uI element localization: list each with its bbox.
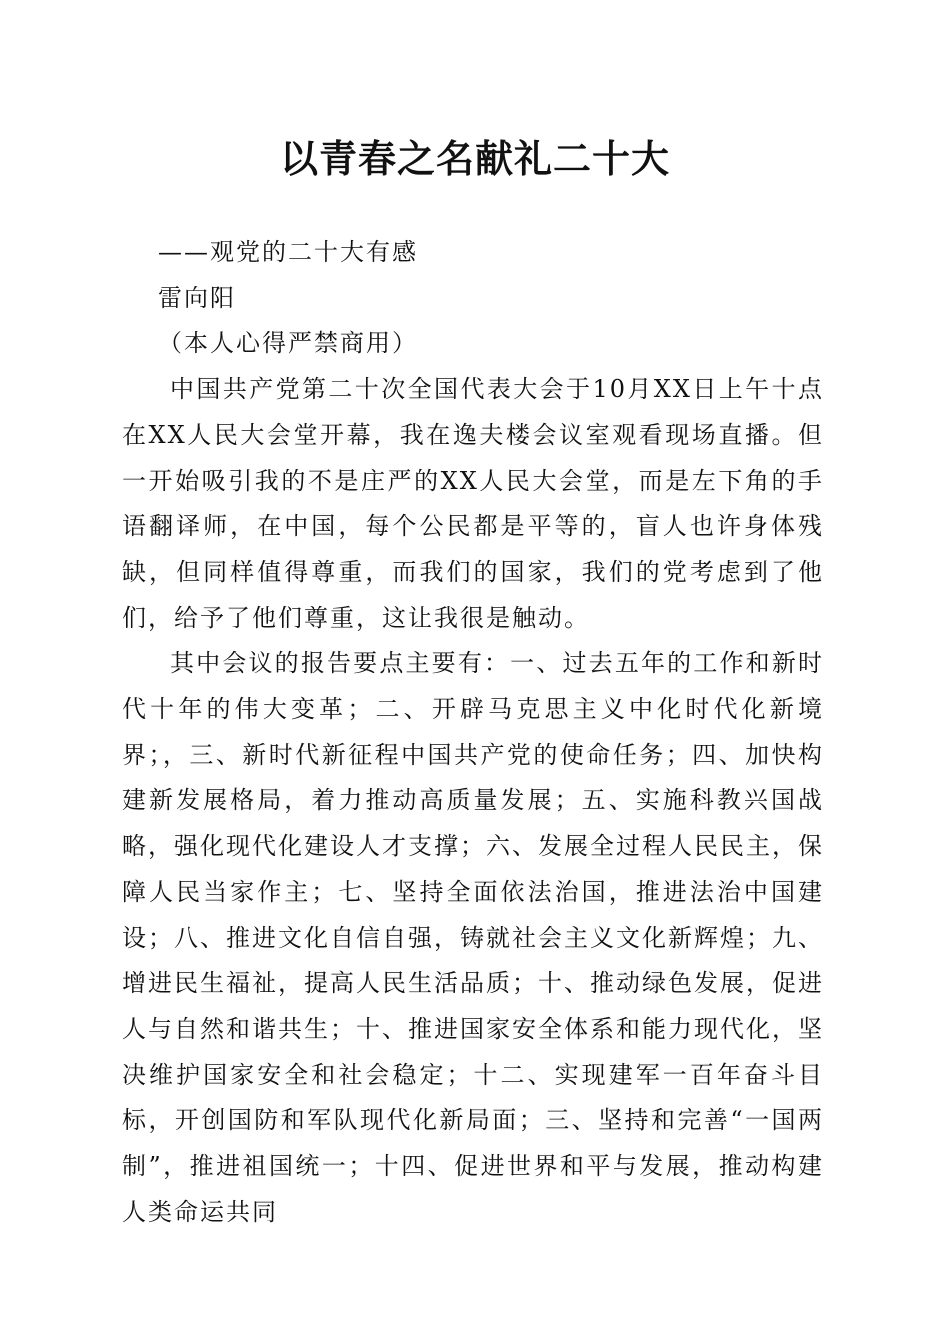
- subtitle: ——观党的二十大有感: [158, 238, 418, 266]
- paragraph-report-points: 其中会议的报告要点主要有：一、过去五年的工作和新时代十年的伟大变革；二、开辟马克思主义中化时代化新境界；，三、新时代新征程中国共产党的使命任务；四、加快构建新发展格局，着力推动高质量发展；五、实施科教兴国战略，强化现代化建设人才支撑；六、发展全过程人民民主，保障人民当家作主；七、坚持全面依法治国，推进法治中国建设；八、推进文化自信自强，铸就社会主义文化新辉煌；九、增进民生福祉，提高人民生活品质；十、推动绿色发展，促进人与自然和谐共生；十、推进国家安全体系和能力现代化，坚决维护国家安全和社会稳定；十二、实现建军一百年奋斗目标，开创国防和军队现代化新局面；三、坚持和完善“一国两制”，推进祖国统一；十四、促进世界和平与发展，推动构建人类命运共同: [122, 649, 824, 1226]
- usage-note: （本人心得严禁商用）: [158, 329, 418, 358]
- paragraph-opening: 中国共产党第二十次全国代表大会于10月XX日上午十点在XX人民大会堂开幕，我在逸夫楼会议室观看现场直播。但一开始吸引我的不是庄严的XX人民大会堂，而是左下角的手语翻译师，在中国，每个公民都是平等的，盲人也许身体残缺，但同样值得尊重，而我们的国家，我们的党考虑到了他们，给予了他们尊重，这让我很是触动。: [122, 375, 824, 632]
- document-title: 以青春之名献礼二十大: [279, 136, 670, 181]
- document-body: [122, 230, 824, 1235]
- author-name: 雷向阳: [158, 283, 236, 312]
